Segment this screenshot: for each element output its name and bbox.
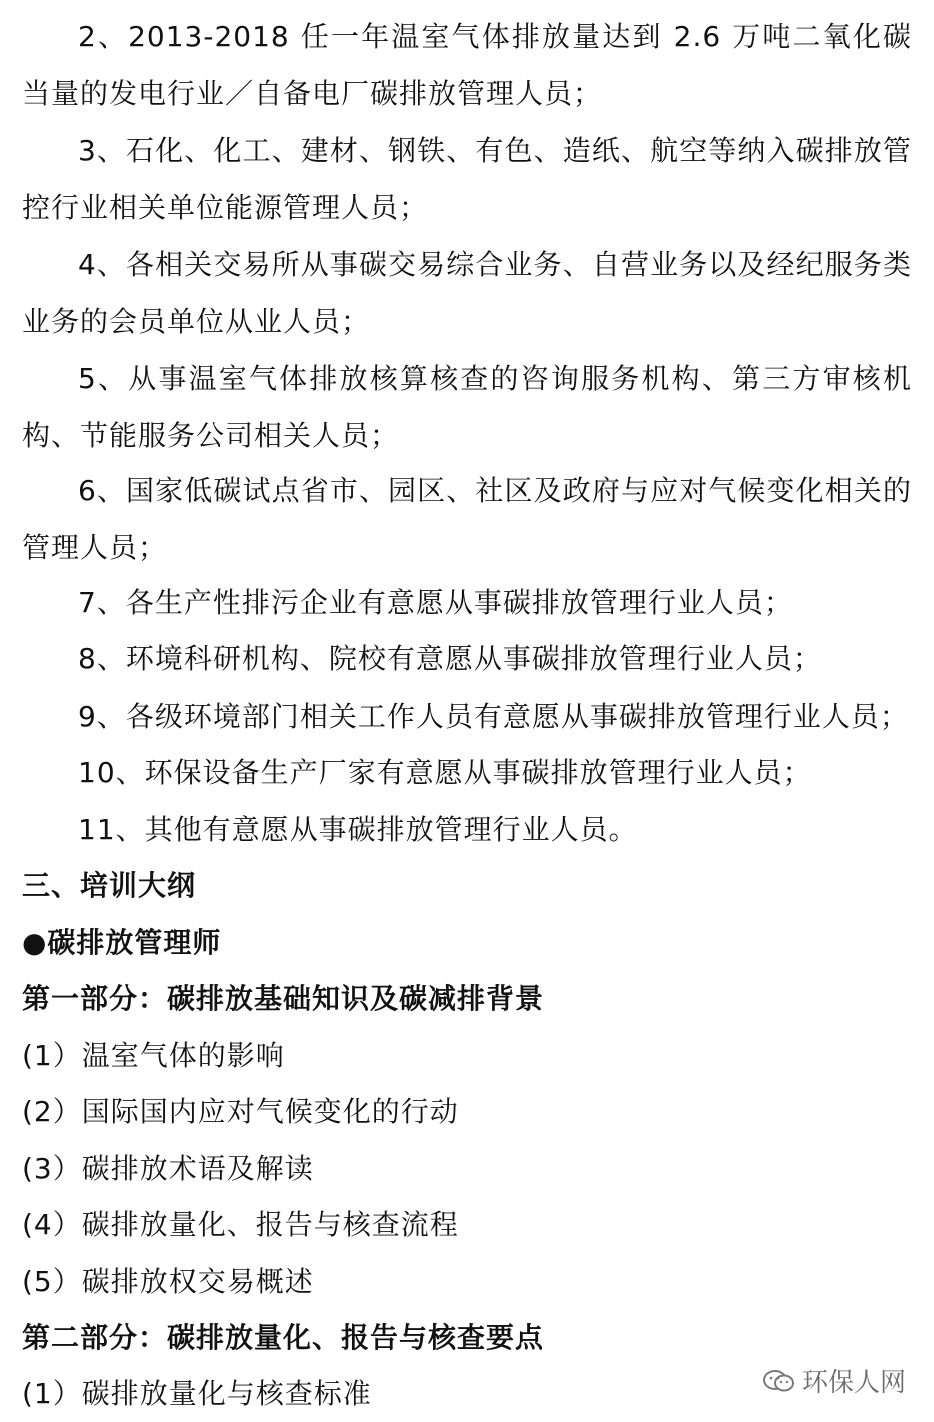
criteria-item-3: 3、石化、化工、建材、钢铁、有色、造纸、航空等纳入碳排放管控行业相关单位能源管理人员； xyxy=(22,134,912,224)
watermark-text: 环保人网 xyxy=(801,1368,906,1398)
watermark xyxy=(762,1362,906,1399)
section-title: 三、培训大纲 xyxy=(22,869,197,902)
criteria-item-5: 5、从事温室气体排放核算核查的咨询服务机构、第三方审核机构、节能服务公司相关人员； xyxy=(22,362,912,452)
criteria-item-7: 7、各生产性排污企业有意愿从事碳排放管理行业人员； xyxy=(78,586,793,619)
part1-item: (4）碳排放量化、报告与核查流程 xyxy=(22,1208,459,1241)
criteria-item-9: 9、各级环境部门相关工作人员有意愿从事碳排放管理行业人员； xyxy=(78,700,909,733)
part1-item: (5）碳排放权交易概述 xyxy=(22,1265,314,1298)
part1-item: (3）碳排放术语及解读 xyxy=(22,1152,314,1185)
part1-item: (1）温室气体的影响 xyxy=(22,1039,285,1072)
part2-title: 第二部分：碳排放量化、报告与核查要点 xyxy=(22,1321,545,1354)
wechat-official-account-icon xyxy=(762,1368,796,1394)
criteria-item-8: 8、环境科研机构、院校有意愿从事碳排放管理行业人员； xyxy=(78,642,822,675)
part1-title: 第一部分：碳排放基础知识及碳减排背景 xyxy=(22,982,545,1015)
criteria-item-6: 6、国家低碳试点省市、园区、社区及政府与应对气候变化相关的管理人员； xyxy=(22,474,912,564)
criteria-item-11: 11、其他有意愿从事碳排放管理行业人员。 xyxy=(78,813,638,846)
part1-item: (2）国际国内应对气候变化的行动 xyxy=(22,1095,459,1128)
criteria-item-10: 10、环保设备生产厂家有意愿从事碳排放管理行业人员； xyxy=(78,756,812,789)
criteria-item-2: 2、2013-2018 任一年温室气体排放量达到 2.6 万吨二氧化碳当量的发电行业／自备电厂碳排放管理人员； xyxy=(22,20,912,110)
criteria-item-4: 4、各相关交易所从事碳交易综合业务、自营业务以及经纪服务类业务的会员单位从业人员； xyxy=(22,248,912,338)
course-title: ●碳排放管理师 xyxy=(22,926,222,959)
part2-item: (1）碳排放量化与核查标准 xyxy=(22,1377,372,1410)
